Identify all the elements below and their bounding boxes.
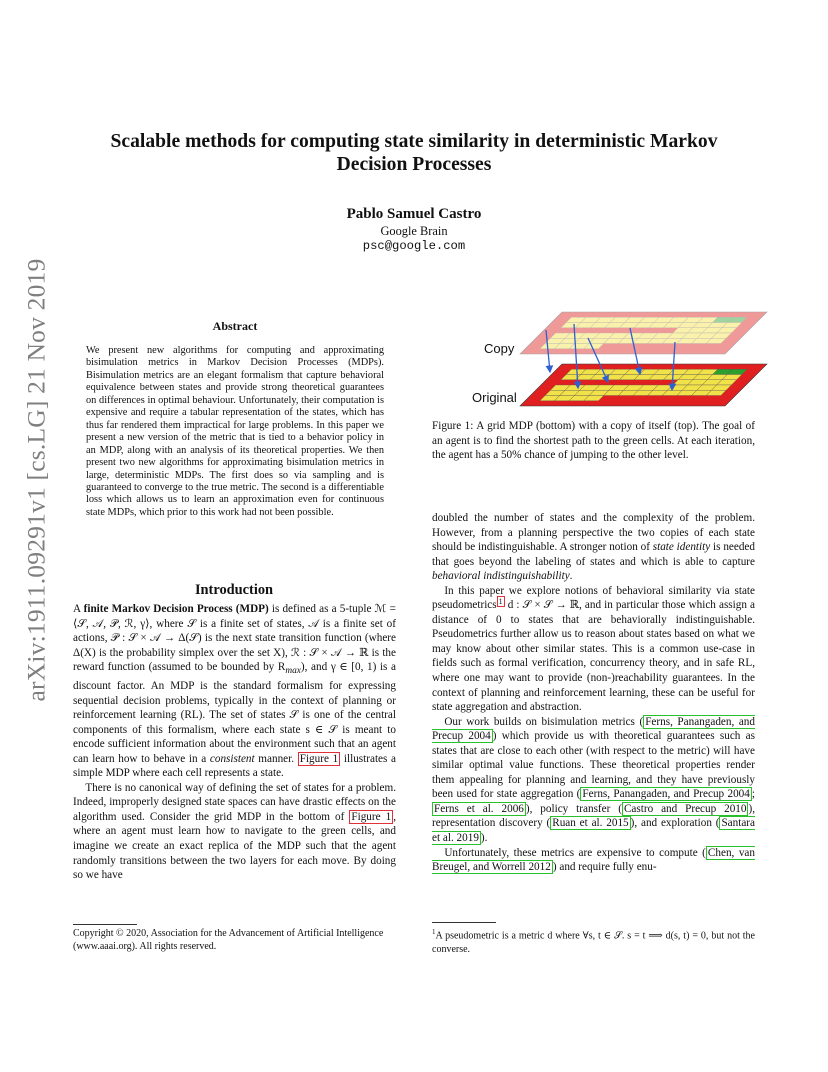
introduction-heading: Introduction <box>194 582 274 598</box>
figure-1-link[interactable]: Figure 1 <box>351 810 392 823</box>
figure-1-link[interactable]: Figure 1 <box>299 752 339 765</box>
right-column-body <box>432 511 755 875</box>
citation-link[interactable]: Chen, van Breugel, and Worrell 2012 <box>432 846 755 874</box>
footnote-1: $^1$A pseudometric is a metric d where ∀s, t ∈ 𝒮. s = t ⟹ d(s, t) = 0, but not the converse. <box>432 928 755 956</box>
copyright-notice: Copyright © 2020, Association for the Advancement of Artificial Intelligence (www.aaai.org). All rights reserved. <box>73 928 384 952</box>
right-paragraph-4: Unfortunately, these metrics are expensive to compute ( Chen, van Breugel, and Worrell 2012 ) and require fully enu- <box>432 846 755 874</box>
abstract-text: We present new algorithms for computing and approximating bisimulation metrics in Markov Decision Processes (MDPs). Bisimulation metrics are an elegant formalism that capture behavioral equivalence between states and provide strong theoretical guarantees on differences in optimal behaviour. Unfortunately, their computation is expensive and require a tabular representation of the states, which has thus far rendered them impractical for large problems. In this paper we present a new version of the metric that is tied to a behavior policy in an MDP, along with an analysis of its theoretical properties. We then present two new algorithms for approximating bisimulation metrics in large, deterministic MDPs. The first does so via sampling and is guaranteed to converge to the true metric. The second is a differentiable loss which allows us to learn an approximation even for continuous state MDPs, which prior to this work had not been possible. <box>86 345 384 518</box>
right-paragraph-3: Our work builds on bisimulation metrics ( Ferns, Panangaden, and Precup 2004 ) which provide us with theoretical guarantees such as states that are close to each other (with respect to the metric) will have similar optimal value functions. These theoretical properties render them appealing for planning and learning, and they have previously been used for state aggregation ( Ferns, Panangaden, and Precup 2004 ; Ferns et al. 2006 ), policy transfer ( Castro and Precup 2010 ), representation discovery ( Ruan et al. 2015 ), and exploration ( Santara et al. 2019 ). <box>432 715 756 845</box>
author-name: Pablo Samuel Castro <box>346 206 482 222</box>
citation-link[interactable]: Ferns, Panangaden, and Precup 2004 <box>582 788 750 801</box>
title-block <box>100 130 728 176</box>
figure-caption: Figure 1: A grid MDP (bottom) with a copy of itself (top). The goal of an agent is to find the shortest path to the green cells. At each iteration, the agent has a 50% chance of jumping to the other level. <box>432 420 755 462</box>
author-email: psc@google.com <box>362 239 466 253</box>
copyright-divider <box>73 924 137 925</box>
footnote-divider <box>432 922 496 923</box>
author-block <box>200 205 628 253</box>
copy-label: Copy <box>484 341 515 356</box>
author-affiliation: Google Brain <box>380 224 448 238</box>
citation-link[interactable]: Ferns, Panangaden, and Precup 2004 <box>432 715 755 743</box>
original-layer <box>520 364 767 406</box>
right-paragraph-2: In this paper we explore notions of behavioral similarity via state pseudometrics $^1$ d : 𝒮 × 𝒮 → ℝ, and in particular those which assign a distance of 0 to states that are behaviorally indistinguishable. Pseudometrics further allow us to reason about states based on what we may know about other similar states. This is a common use-case in fields such as formal verification, concurrency theory, and in safe RL, where one may want to provide (non-)reachability guarantees. In the context of planning and reinforcement learning, these can be useful for state aggregation and abstraction. <box>432 584 755 714</box>
citation-link[interactable]: Santara et al. 2019 <box>432 817 755 845</box>
citation-link[interactable]: Ruan et al. 2015 <box>552 817 629 830</box>
left-column-body <box>73 602 396 883</box>
intro-paragraph-1: A finite Markov Decision Process (MDP) is defined as a 5-tuple ℳ = ⟨𝒮, 𝒜, 𝒫, ℛ, γ⟩, where 𝒮 is a finite set of states, 𝒜 is a finite set of actions, 𝒫 : 𝒮 × 𝒜 → Δ(𝒮) is the next state transition function (where Δ(X) is the probability simplex over the set X), ℛ : 𝒮 × 𝒜 → ℝ is the reward function (assumed to be bounded by $R_{max}$), and γ ∈ [0, 1) is a discount factor. An MDP is the standard formalism for expressing sequential decision problems, typically in the context of planning or reinforcement learning (RL). The set of states 𝒮 is one of the central components of this formalism, where each state s ∈ 𝒮 is meant to encode sufficient information about the environment such that an agent can learn how to behave in a consistent manner. Figure 1 illustrates a simple MDP where each cell represents a state. <box>73 603 397 780</box>
arxiv-identifier: arXiv:1911.09291v1 [cs.LG] 21 Nov 2019 <box>21 258 50 702</box>
mdp-term: finite Markov Decision Process (MDP) <box>83 603 269 615</box>
abstract-heading: Abstract <box>212 319 258 333</box>
citation-link[interactable]: Castro and Precup 2010 <box>623 802 747 815</box>
paper-title: Scalable methods for computing state similarity in deterministic Markov Decision Processes <box>110 131 718 175</box>
figure-grid-mdp <box>470 308 770 412</box>
right-paragraph-1: doubled the number of states and the complexity of the problem. However, from a planning perspective the two copies of each state should be indistinguishable. A stronger notion of state identity is needed that goes beyond the labeling of states and which is able to capture behavioral indistinguishability. <box>432 512 755 583</box>
intro-paragraph-2: There is no canonical way of defining the set of states for a problem. Indeed, improperly designed state spaces can have drastic effects on the algorithm used. Consider the grid MDP in the bottom of Figure 1 , where an agent must learn how to navigate to the green cells, and imagine we create an exact replica of the MDP such that the agent randomly transitions between the two layers for each move. By doing so we have <box>73 781 396 882</box>
citation-link[interactable]: Ferns et al. 2006 <box>434 802 524 815</box>
footnote-1-link[interactable]: 1 <box>498 596 503 606</box>
arxiv-stamp <box>16 258 56 702</box>
copy-layer <box>520 312 767 354</box>
original-label: Original <box>472 390 517 405</box>
